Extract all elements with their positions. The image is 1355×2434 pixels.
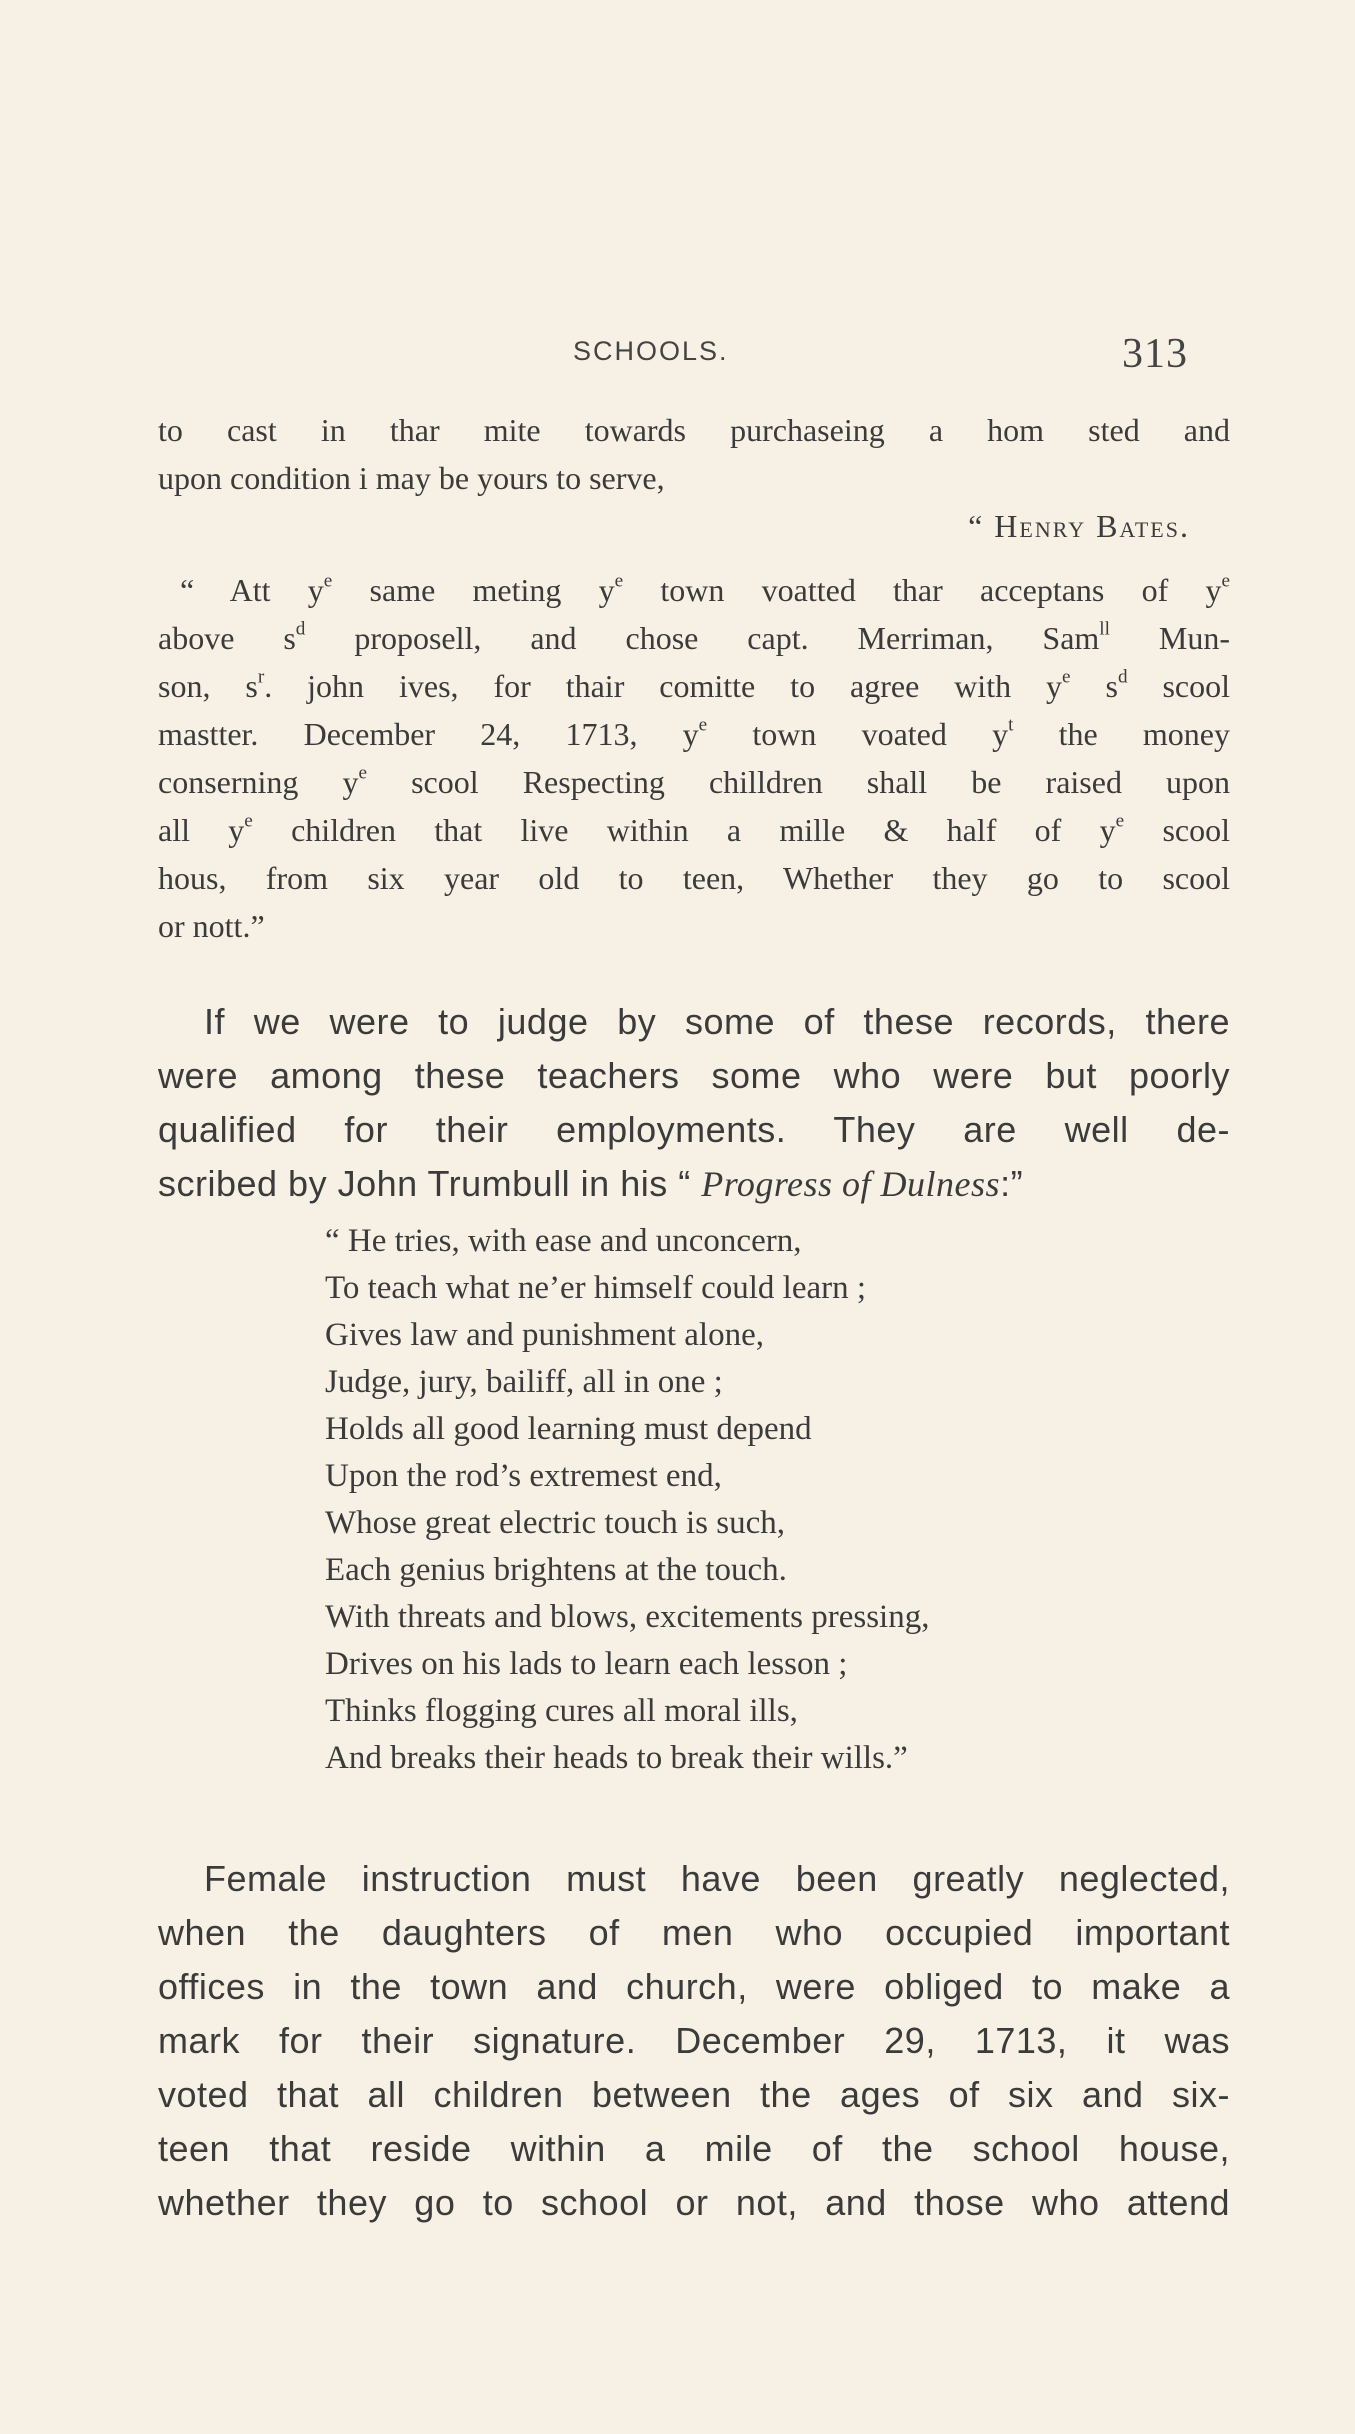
paragraph-line: offices in the town and church, were obliged to make a: [158, 1966, 1230, 2007]
paragraph-line: qualified for their employments. They are well de-: [158, 1109, 1230, 1150]
poem-line: Drives on his lads to learn each lesson ;: [325, 1646, 848, 1682]
poem: [325, 1218, 929, 1782]
signature-line: “ Henry Bates.: [968, 508, 1190, 544]
quote-line: son, $s^r$. john ives, for thair comitte to agree with $y^e$ $s^d$ scool: [158, 666, 1231, 704]
quote-line: upon condition i may be yours to serve,: [158, 460, 665, 496]
quote-line: all $y^e$ children that live within a mille & half of $y^e$ scool: [158, 810, 1231, 848]
paragraph: [158, 995, 1230, 1211]
poem-line: To teach what ne’er himself could learn ;: [325, 1270, 867, 1306]
quote-line: mastter. December 24, 1713, $y^e$ town voated $y^t$ the money: [158, 714, 1231, 752]
poem-line: Whose great electric touch is such,: [325, 1505, 785, 1541]
paragraph-line: Female instruction must have been greatly neglected,: [204, 1858, 1230, 1899]
poem-line: Upon the rod’s extremest end,: [325, 1458, 722, 1494]
quote-line: above $s^d$ proposell, and chose capt. Merriman, Sam$^{ll}$ Mun-: [158, 618, 1231, 656]
quote-line: to cast in thar mite towards purchaseing a hom sted and: [158, 412, 1230, 448]
paragraph-line: If we were to judge by some of these records, there: [204, 1001, 1230, 1042]
paragraph-line: were among these teachers some who were but poorly: [158, 1055, 1230, 1096]
signature: Henry Bates.: [994, 508, 1190, 544]
quoted-record: [158, 406, 1230, 950]
paragraph-line: teen that reside within a mile of the school house,: [158, 2128, 1230, 2169]
paragraph-line: when the daughters of men who occupied important: [158, 1912, 1230, 1953]
poem-line: Each genius brightens at the touch.: [325, 1552, 787, 1588]
page-number: 313: [1122, 331, 1188, 377]
quote-line: conserning $y^e$ scool Respecting chilldren shall be raised upon: [158, 762, 1231, 800]
poem-line: “ He tries, with ease and unconcern,: [325, 1223, 802, 1259]
poem-line: And breaks their heads to break their wills.”: [325, 1740, 908, 1776]
poem-line: Gives law and punishment alone,: [325, 1317, 764, 1353]
poem-line: Thinks flogging cures all moral ills,: [325, 1693, 798, 1729]
poem-line: With threats and blows, excitements pressing,: [325, 1599, 930, 1635]
paragraph-line: voted that all children between the ages of six and six-: [158, 2074, 1230, 2115]
poem-line: Holds all good learning must depend: [325, 1411, 812, 1447]
work-title: Progress of Dulness: [701, 1164, 1001, 1204]
running-title: SCHOOLS.: [573, 336, 729, 366]
paragraph-line: mark for their signature. December 29, 1713, it was: [158, 2020, 1230, 2061]
quote-line: “ Att $y^e$ same meting $y^e$ town voatted thar acceptans of $y^e$: [180, 570, 1231, 608]
poem-line: Judge, jury, bailiff, all in one ;: [325, 1364, 723, 1400]
running-head: [158, 330, 1208, 380]
paragraph-line: whether they go to school or not, and those who attend: [158, 2182, 1230, 2223]
quote-line: hous, from six year old to teen, Whether they go to scool: [158, 860, 1230, 896]
paragraph: [158, 1852, 1230, 2230]
paragraph-line: scribed by John Trumbull in his “ Progress of Dulness:”: [158, 1163, 1024, 1204]
quote-line: or nott.”: [158, 908, 265, 944]
